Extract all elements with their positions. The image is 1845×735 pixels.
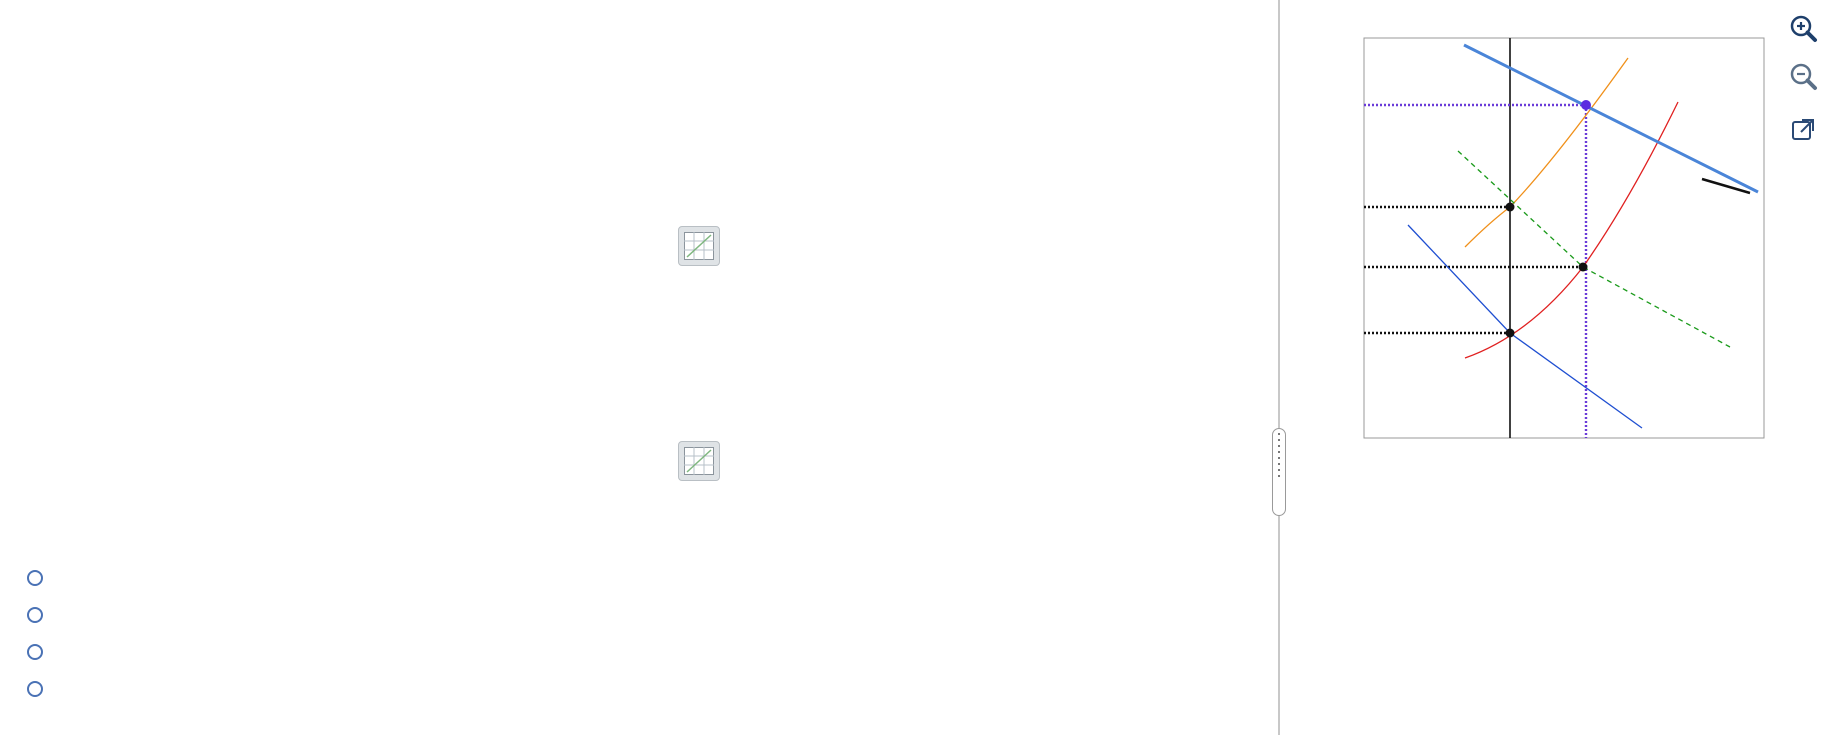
grid-graph-icon (684, 232, 714, 260)
resize-handle[interactable] (1272, 428, 1286, 516)
radio-button[interactable] (27, 644, 43, 660)
e1-point[interactable] (1506, 329, 1515, 338)
ad0-curve (1408, 225, 1642, 428)
e2-point[interactable] (1579, 263, 1588, 272)
ad-as-graph[interactable] (1290, 0, 1790, 500)
radio-button[interactable] (27, 681, 43, 697)
graph-tool-button-b[interactable] (678, 441, 720, 481)
radio-button[interactable] (27, 607, 43, 623)
e3-point[interactable] (1506, 203, 1515, 212)
zoom-out-icon[interactable] (1788, 61, 1818, 91)
ad1-curve (1458, 151, 1730, 347)
radio-button[interactable] (27, 570, 43, 586)
external-link-icon[interactable] (1788, 115, 1818, 145)
zoom-in-icon[interactable] (1788, 13, 1818, 43)
plot-area[interactable] (1364, 38, 1764, 438)
ad2-curve (1464, 45, 1758, 192)
graph-tool-button-a[interactable] (678, 226, 720, 266)
panel-divider (1278, 0, 1280, 735)
e4-point[interactable] (1581, 100, 1591, 110)
grid-graph-icon (684, 447, 714, 475)
